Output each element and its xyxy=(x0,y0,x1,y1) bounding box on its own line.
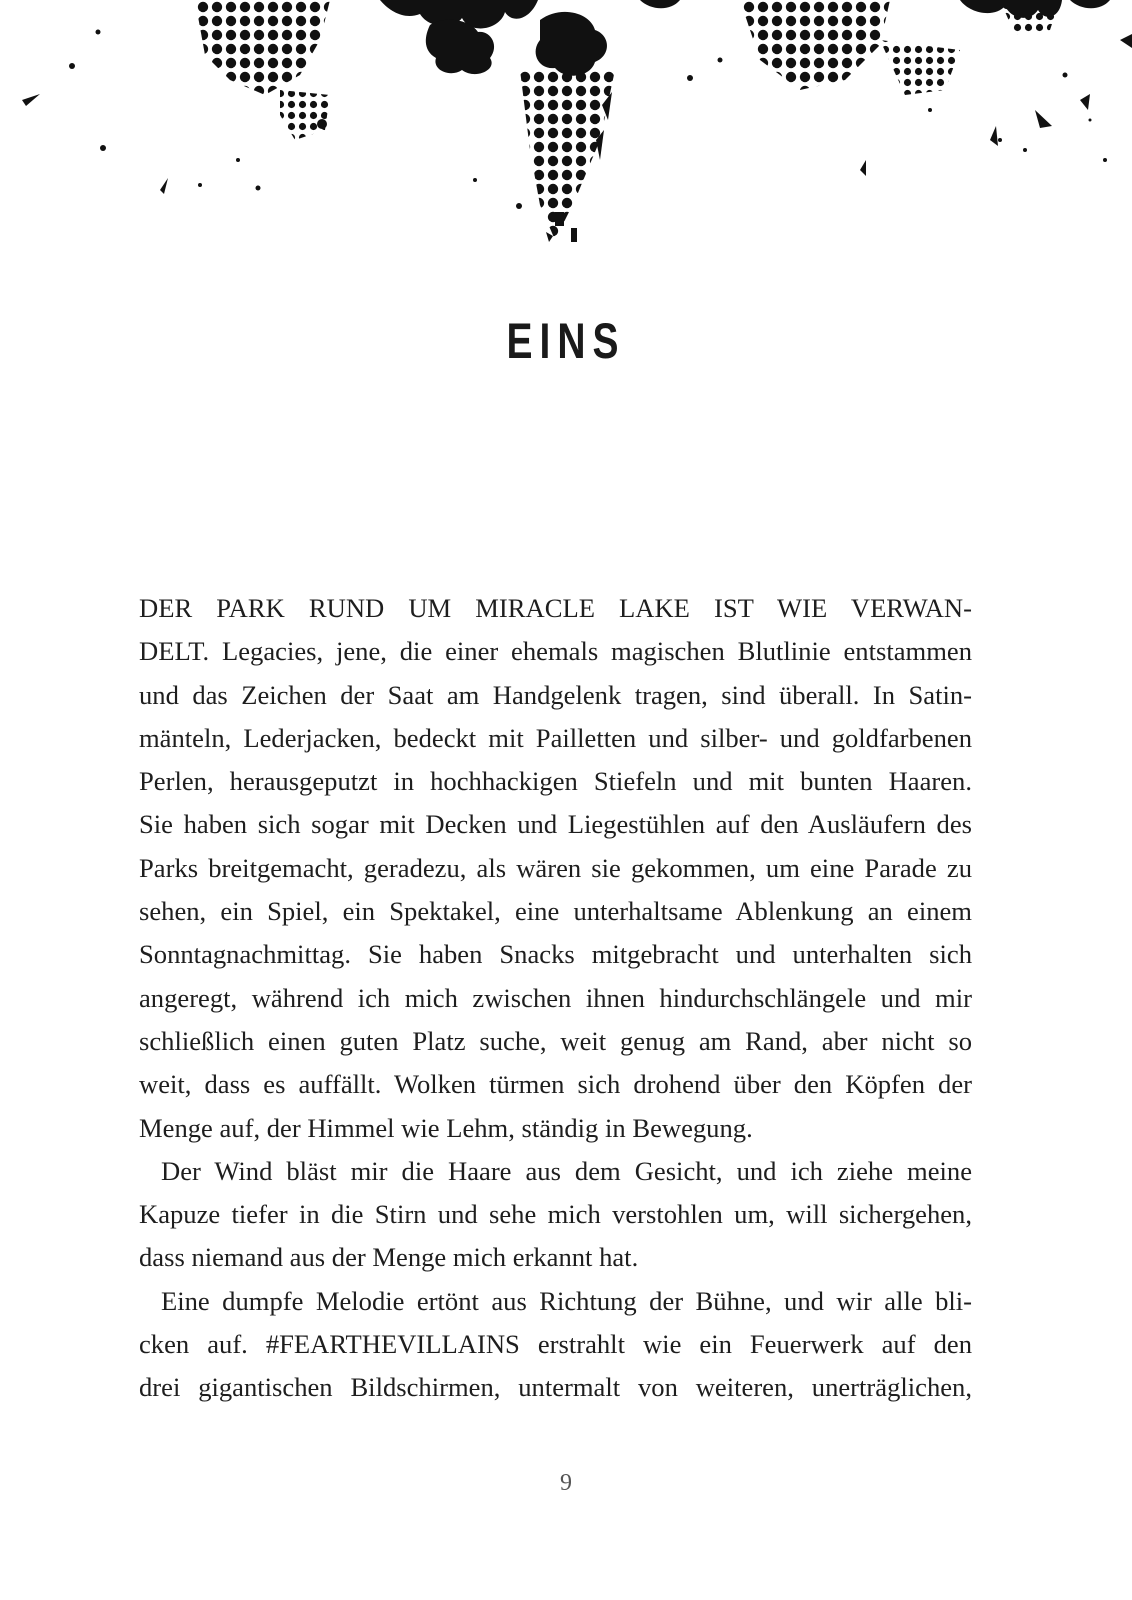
text-line: drei gigantischen Bildschirmen, untermalt von weiteren, unerträglichen, xyxy=(139,1372,972,1403)
text-line: schließlich einen guten Platz suche, weit genug am Rand, aber nicht so xyxy=(139,1025,972,1056)
text-line: Eine dumpfe Melodie ertönt aus Richtung der Bühne, und wir alle bli- xyxy=(161,1285,972,1316)
text-line: Kapuze tiefer in die Stirn und sehe mich verstohlen um, will sichergehen, xyxy=(139,1199,972,1230)
text-line: cken auf. #FEARTHEVILLAINS erstrahlt wie ein Feuerwerk auf den xyxy=(139,1329,972,1360)
text-line: Perlen, herausgeputzt in hochhackigen Stiefeln und mit bunten Haaren. xyxy=(139,766,972,797)
chapter-title: EINS xyxy=(506,313,626,369)
text-line: Menge auf, der Himmel wie Lehm, ständig in Bewegung. xyxy=(139,1112,753,1143)
text-line: und das Zeichen der Saat am Handgelenk tragen, sind überall. In Satin- xyxy=(139,679,972,710)
text-line: dass niemand aus der Menge mich erkannt hat. xyxy=(139,1242,639,1273)
text-line: weit, dass es auffällt. Wolken türmen sich drohend über den Köpfen der xyxy=(139,1069,972,1100)
text-line: mänteln, Lederjacken, bedeckt mit Pailletten und silber- und goldfarbenen xyxy=(139,722,972,753)
text-line: Der Wind bläst mir die Haare aus dem Gesicht, und ich ziehe meine xyxy=(161,1155,972,1186)
ink-splatter-decoration xyxy=(0,0,1132,260)
text-line: DELT. Legacies, jene, die einer ehemals magischen Blutlinie entstammen xyxy=(139,636,972,667)
text-line: Sie haben sich sogar mit Decken und Liegestühlen auf den Ausläufern des xyxy=(139,809,972,840)
text-line: angeregt, während ich mich zwischen ihnen hindurchschlängele und mir xyxy=(139,982,972,1013)
text-line: Sonntagnachmittag. Sie haben Snacks mitgebracht und unterhalten sich xyxy=(139,939,972,970)
text-line: sehen, ein Spiel, ein Spektakel, eine unterhaltsame Ablenkung an einem xyxy=(139,896,972,927)
page-number: 9 xyxy=(560,1470,572,1496)
body-text xyxy=(139,587,972,1410)
text-line: Parks breitgemacht, geradezu, als wären sie gekommen, um eine Parade zu xyxy=(139,852,972,883)
text-line: DER PARK RUND UM MIRACLE LAKE IST WIE VERWAN- xyxy=(139,593,972,623)
